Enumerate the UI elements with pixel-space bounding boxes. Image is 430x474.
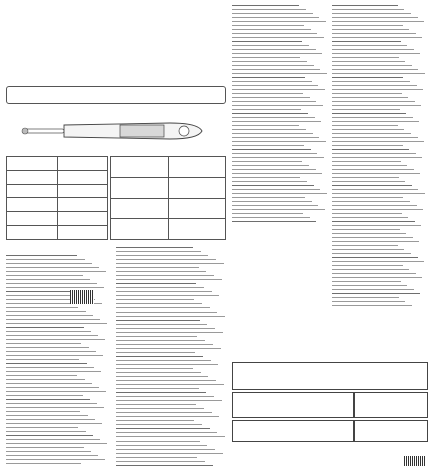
text-line [232,137,319,138]
text-line [332,45,407,46]
text-line [116,432,217,433]
text-line [116,396,214,397]
text-line [232,33,317,34]
text-line [332,69,418,70]
right-column-text [232,4,328,224]
text-line [6,343,81,344]
text-line [332,49,414,50]
brand-logo [176,6,226,20]
text-line [332,237,413,238]
text-line [6,279,90,280]
text-line [232,185,314,186]
text-line [332,85,417,86]
text-line [116,324,207,325]
text-line [6,411,80,412]
text-line [232,17,319,18]
text-line [6,391,106,392]
table-row [111,177,226,198]
text-line [232,205,318,206]
text-line [232,85,318,86]
text-line [116,436,225,437]
text-line [232,173,322,174]
text-line [232,209,325,210]
text-line [332,121,419,122]
text-line [332,293,420,294]
text-line [232,161,302,162]
text-line [6,371,101,372]
text-line [332,97,408,98]
text-line [332,117,413,118]
text-line [116,320,200,321]
text-line [332,153,416,154]
text-line [116,360,211,361]
text-line [232,53,322,54]
text-line [116,404,196,405]
text-line [332,133,411,134]
text-line [6,427,78,428]
text-line [6,355,103,356]
text-line [116,247,193,248]
text-line [6,399,90,400]
text-line [332,189,418,190]
text-line [116,352,195,353]
text-line [232,113,308,114]
text-line [332,25,403,26]
text-line [116,348,221,349]
date-box [354,420,428,442]
text-line [232,73,327,74]
text-line [332,281,401,282]
text-line [6,315,93,316]
table-row [7,170,108,184]
text-line [332,109,400,110]
left-column-text-lines [6,254,108,466]
text-line [6,403,97,404]
table-row [7,198,108,212]
spec-table-left [6,156,108,240]
text-line [332,269,409,270]
text-line [332,257,418,258]
text-line [332,21,424,22]
middle-column-text [116,246,226,468]
text-line [116,428,210,429]
text-line [116,287,204,288]
text-line [116,279,222,280]
footer-barcode [404,456,426,466]
thermometer-illustration [20,116,220,146]
seller-box [232,420,354,442]
text-line [232,125,299,126]
table-row [111,198,226,219]
table-row [7,226,108,240]
text-line [332,297,399,298]
text-line [6,431,86,432]
text-line [6,351,96,352]
text-line [6,415,88,416]
text-line [6,359,79,360]
text-line [332,229,400,230]
text-line [332,193,425,194]
text-line [232,25,304,26]
text-line [116,408,204,409]
text-line [116,336,197,337]
text-line [116,376,208,377]
table-row [7,157,108,171]
text-line [6,435,93,436]
text-line [232,65,314,66]
text-line [232,165,309,166]
text-line [232,93,303,94]
text-line [332,197,403,198]
text-line [232,105,323,106]
text-line [116,445,207,446]
text-line [332,105,421,106]
text-line [6,375,77,376]
text-line [332,277,422,278]
text-line [6,423,102,424]
text-line [6,271,106,272]
text-line [332,209,423,210]
text-line [332,157,422,158]
text-line [332,65,412,66]
text-line [6,447,84,448]
text-line [232,193,327,194]
text-line [6,259,85,260]
text-line [232,129,306,130]
text-line [116,283,196,284]
text-line [116,299,194,300]
text-line [116,368,193,369]
stamp-box [354,392,428,418]
text-line [116,449,215,450]
text-line [332,93,402,94]
text-line [116,461,205,462]
text-line [232,13,313,14]
text-line [116,424,202,425]
text-line [6,443,107,444]
text-line [116,416,219,417]
text-line [116,312,217,313]
text-line [116,380,216,381]
text-line [116,453,223,454]
text-line [6,323,107,324]
text-line [332,225,421,226]
text-line [332,305,412,306]
text-line [332,125,398,126]
text-line [116,291,212,292]
text-line [6,327,84,328]
text-line [232,149,311,150]
intro-paragraph-2 [6,64,228,82]
text-line [6,263,92,264]
text-line [232,197,305,198]
text-line [332,73,425,74]
text-line [6,275,83,276]
text-line [232,101,316,102]
text-line [6,307,78,308]
text-line [232,141,326,142]
far-right-column-text [332,4,426,308]
text-line [232,189,320,190]
text-line [6,267,99,268]
text-line [232,77,305,78]
text-line [6,363,87,364]
text-line [232,201,312,202]
text-line [332,137,418,138]
text-line [116,457,197,458]
text-line [6,287,104,288]
text-line [116,441,200,442]
text-line [116,356,203,357]
text-line [6,451,91,452]
warranty-form-row-2 [232,392,354,418]
text-line [232,69,320,70]
text-line [332,261,424,262]
text-line [332,301,405,302]
text-line [332,233,406,234]
text-line [232,153,317,154]
text-line [6,419,95,420]
text-line [232,157,324,158]
text-line [332,217,408,218]
text-line [232,5,299,6]
text-line [232,97,310,98]
text-line [332,29,409,30]
text-line [116,412,212,413]
text-line [332,241,419,242]
text-line [232,9,306,10]
text-line [116,332,223,333]
text-line [6,335,98,336]
text-line [332,5,398,6]
text-line [332,81,410,82]
text-line [232,217,310,218]
text-line [6,387,99,388]
text-line [116,388,199,389]
text-line [232,145,304,146]
text-line [232,37,324,38]
text-line [116,392,206,393]
text-line [232,181,307,182]
text-line [332,149,409,150]
text-line [232,117,315,118]
text-line [6,311,86,312]
text-line [332,9,404,10]
text-line [332,41,401,42]
text-line [332,221,415,222]
text-line [232,177,300,178]
text-line [332,89,423,90]
text-line [332,161,401,162]
text-line [116,344,213,345]
text-line [332,169,414,170]
text-line [332,213,402,214]
text-line [332,37,422,38]
text-line [332,145,403,146]
text-line [232,41,302,42]
text-line [116,400,222,401]
text-line [332,181,405,182]
text-line [116,340,205,341]
text-line [6,347,89,348]
text-line [116,295,219,296]
text-line [116,465,213,466]
intro-paragraph-1 [6,28,228,62]
text-line [332,201,410,202]
text-line [6,283,97,284]
table-row [7,212,108,226]
text-line [232,81,312,82]
text-line [232,49,316,50]
text-line [332,57,399,58]
text-line [6,367,94,368]
text-line [6,459,105,460]
text-line [232,133,313,134]
text-line [332,173,420,174]
text-line [232,21,326,22]
table-row [111,157,226,178]
table-row [7,184,108,198]
text-line [116,384,224,385]
text-line [6,319,100,320]
text-line [332,205,417,206]
text-line [232,61,307,62]
text-line [116,267,199,268]
text-line [6,383,92,384]
text-line [116,275,214,276]
text-line [232,29,311,30]
text-line [116,420,194,421]
text-line [332,13,411,14]
text-line [332,249,404,250]
text-line [232,213,303,214]
text-line [232,169,316,170]
text-line [332,273,416,274]
spec-table-right [110,156,226,240]
barcode-mark [70,290,94,304]
text-line [116,372,201,373]
text-line [332,101,415,102]
text-line [116,271,206,272]
text-line [232,89,325,90]
text-line [332,33,416,34]
text-line [6,331,91,332]
text-line [332,265,403,266]
text-line [232,221,316,222]
text-line [232,121,321,122]
text-line [332,129,404,130]
text-line [6,455,98,456]
text-line [116,255,208,256]
text-line [116,307,210,308]
text-line [332,17,418,18]
text-line [116,259,216,260]
text-line [6,439,100,440]
text-line [332,245,398,246]
text-line [6,379,85,380]
text-line [332,113,406,114]
text-line [6,463,81,464]
warranty-form-row-1 [232,362,428,390]
text-line [332,285,407,286]
text-line [6,407,104,408]
text-line [332,141,424,142]
text-line [116,364,218,365]
text-line [6,339,105,340]
text-line [332,77,403,78]
text-line [116,303,202,304]
text-line [6,395,83,396]
text-line [332,185,412,186]
text-line [332,177,399,178]
text-line [116,316,225,317]
note-box [6,86,226,104]
text-line [116,251,201,252]
text-line [116,328,215,329]
text-line [332,61,405,62]
table-row [111,219,226,240]
text-line [332,253,411,254]
text-line [116,263,224,264]
text-line [232,45,309,46]
text-line [332,165,407,166]
text-line [232,109,301,110]
text-line [332,289,414,290]
text-line [232,57,300,58]
text-line [6,255,77,256]
text-line [332,53,420,54]
